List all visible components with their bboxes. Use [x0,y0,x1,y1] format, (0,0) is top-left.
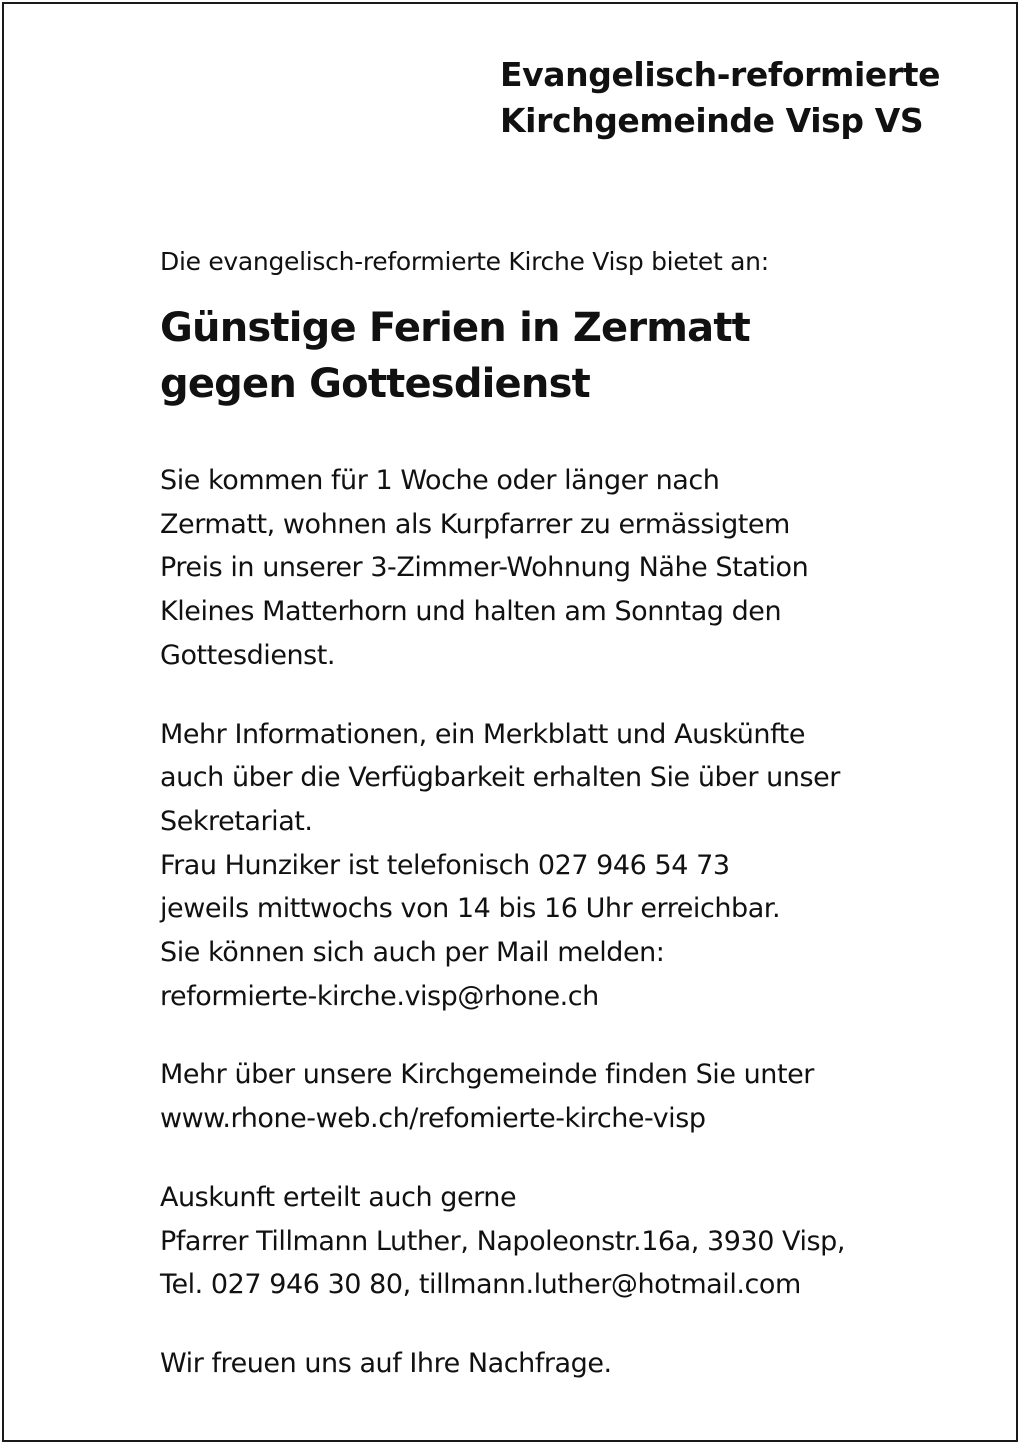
contact-information [160,713,980,1019]
website-info [160,1053,980,1140]
pastor-contact [160,1176,980,1307]
pastor-address: Pfarrer Tillmann Luther, Napoleonstr.16a, 3930 Visp, [160,1225,845,1257]
closing-text [160,1342,980,1386]
contact-line: Sekretariat. [160,805,313,837]
ad-content [160,240,980,1386]
offer-description [160,459,980,678]
headline-line-2: gegen Gottesdienst [160,361,590,407]
headline [160,300,980,412]
pastor-phone-email: Tel. 027 946 30 80, tillmann.luther@hotmail.com [160,1269,801,1301]
intro-text: Die evangelisch-reformierte Kirche Visp bietet an: [160,247,769,276]
secretary-phone: Frau Hunziker ist telefonisch 027 946 54 73 [160,849,730,881]
offer-line: Preis in unserer 3-Zimmer-Wohnung Nähe Station [160,552,809,584]
pastor-line: Auskunft erteilt auch gerne [160,1181,517,1213]
office-hours: jeweils mittwochs von 14 bis 16 Uhr erreichbar. [160,893,781,925]
website-url: www.rhone-web.ch/refomierte-kirche-visp [160,1103,706,1135]
contact-line: auch über die Verfügbarkeit erhalten Sie über unser [160,762,840,794]
website-line: Mehr über unsere Kirchgemeinde finden Sie unter [160,1059,814,1091]
organization-line-2: Kirchgemeinde Visp VS [500,101,924,140]
organization-line-1: Evangelisch-reformierte [500,55,941,94]
contact-line: Sie können sich auch per Mail melden: [160,937,665,969]
organization-name [500,52,940,144]
offer-line: Gottesdienst. [160,639,336,671]
headline-line-1: Günstige Ferien in Zermatt [160,305,751,351]
closing-line: Wir freuen uns auf Ihre Nachfrage. [160,1347,612,1379]
secretary-email: reformierte-kirche.visp@rhone.ch [160,980,599,1012]
offer-line: Kleines Matterhorn und halten am Sonntag den [160,596,782,628]
contact-line: Mehr Informationen, ein Merkblatt und Auskünfte [160,718,805,750]
offer-line: Sie kommen für 1 Woche oder länger nach [160,465,720,496]
offer-line: Zermatt, wohnen als Kurpfarrer zu ermässigtem [160,508,790,540]
